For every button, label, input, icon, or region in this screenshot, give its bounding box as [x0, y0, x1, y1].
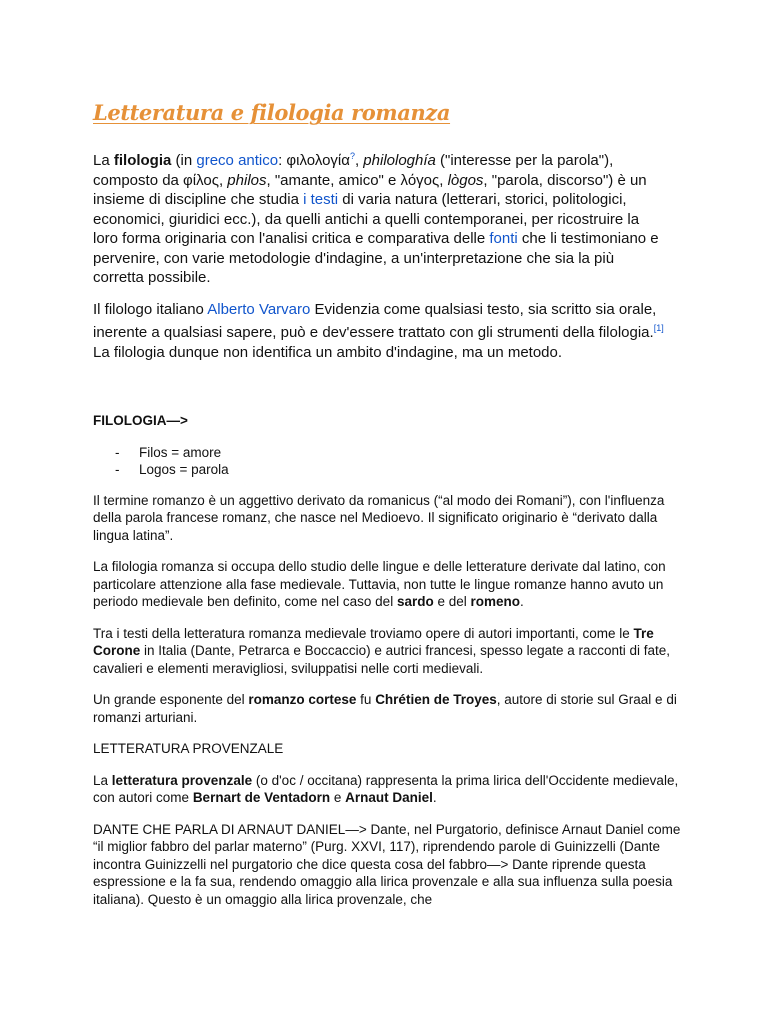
bold-term: sardo	[396, 594, 434, 609]
bold-term: filologia	[113, 152, 172, 169]
heading-filologia	[93, 412, 683, 430]
link-greco-antico[interactable]: greco antico	[196, 152, 279, 169]
paragraph-chretien	[93, 691, 683, 726]
text: , "parola, discorso") è un insieme di discipline che studia	[93, 171, 647, 208]
paragraph-filologia-definition	[93, 147, 668, 288]
bold-term: letteratura provenzale	[111, 772, 253, 788]
page-title: Letteratura e filologia romanza	[93, 100, 451, 125]
paragraph-tre-corone	[93, 625, 683, 678]
text: e del	[433, 594, 471, 609]
bold-term: Bernart de Ventadorn	[192, 790, 331, 805]
paragraph-filologia-romanza	[93, 558, 683, 611]
text: (in	[171, 152, 197, 169]
bold-term: Arnaut Daniel	[345, 790, 433, 805]
text: Evidenzia come qualsiasi testo, sia scritto sia orale, inerente a qualsiasi sapere, può e dev'essere trattato con gli strumenti della filologia.	[93, 300, 657, 341]
list-item	[93, 461, 688, 479]
bold-term: Tre Corone	[93, 625, 654, 658]
paragraph-provenzale	[93, 772, 683, 807]
text: Un grande esponente del	[93, 692, 249, 707]
link-testi[interactable]: i testi	[303, 191, 339, 208]
heading-text: FILOLOGIA—>	[93, 413, 188, 428]
text: La filologia romanza si occupa dello studio delle lingue e delle letterature derivate dal latino, con particolare attenzione alla fase medievale. Tuttavia, non tutte le lingue romanze hanno avuto un periodo medievale ben definito, come nel caso del	[93, 559, 666, 609]
text: La filologia dunque non identifica un ambito d'indagine, ma un metodo.	[93, 343, 563, 361]
text: La	[93, 772, 112, 788]
heading-letteratura-provenzale: LETTERATURA PROVENZALE	[93, 741, 284, 756]
text: .	[432, 790, 437, 805]
paragraph-varvaro	[93, 300, 668, 363]
text: fu	[356, 692, 376, 707]
italic-term: lògos	[447, 171, 484, 189]
text: e	[330, 790, 346, 805]
text: La	[93, 152, 114, 169]
list-item	[93, 444, 688, 462]
italic-term: philos	[227, 171, 267, 189]
text: in Italia (Dante, Petrarca e Boccaccio) e autrici francesi, spesso legate a racconti di fate, cavalieri e elementi meravigliosi, sviluppatisi nelle corti medievali.	[93, 643, 671, 676]
footnote-marker[interactable]: ?	[349, 151, 355, 161]
text: , "amante, amico" e λόγος,	[266, 171, 448, 189]
text: .	[520, 594, 524, 609]
text: Tra i testi della letteratura romanza medievale troviamo opere di autori importanti, come le	[93, 625, 634, 641]
text: , autore di storie sul Graal e di romanzi arturiani.	[93, 692, 677, 725]
footnote-link[interactable]: [1]	[653, 323, 664, 333]
spacer	[93, 374, 688, 412]
text: di varia natura (letterari, storici, politologici, economici, giuridici ecc.), da quelli antichi a quelli contemporanei, per ricostruire la loro forma originaria con l'analisi critica e comparativa delle	[93, 191, 640, 247]
dash-marker: -	[115, 444, 120, 460]
paragraph-dante-arnaut: DANTE CHE PARLA DI ARNAUT DANIEL—> Dante, nel Purgatorio, definisce Arnaut Daniel come “il miglior fabbro del parlar materno” (Purg. XXVI, 117), riprendendo parole di Guinizzelli (Dante incontra Guinizzelli nel purgatorio che dice questa cosa del fabbro—> Dante riprende questa espressione e la fa sua, rendendo omaggio alla lirica provenzale e alla sua influenza sulla poesia italiana). Questo è un omaggio alla lirica provenzale, che	[93, 821, 681, 907]
etymology-list	[93, 444, 688, 479]
link-fonti[interactable]: fonti	[489, 230, 518, 247]
list-item-text: Filos = amore	[139, 444, 222, 460]
bold-term: romanzo cortese	[248, 692, 357, 707]
text: (o d'oc / occitana) rappresenta la prima lirica dell'Occidente medievale, con autori come	[93, 772, 679, 805]
bold-term: Chrétien de Troyes	[375, 692, 497, 707]
text: ,	[354, 152, 364, 169]
bold-term: romeno	[470, 594, 521, 609]
link-alberto-varvaro[interactable]: Alberto Varvaro	[207, 300, 311, 318]
text: Il filologo italiano	[93, 300, 208, 318]
text: ("interesse per la parola"), composto da φίλος,	[93, 152, 614, 189]
text: che li testimoniano e pervenire, con varie metodologie d'indagine, a un'interpretazione che sia la più corretta possibile.	[93, 230, 659, 286]
text: : φιλολογία	[278, 152, 350, 169]
list-item-text: Logos = parola	[139, 462, 229, 477]
italic-term: philologhía	[363, 152, 436, 169]
dash-marker: -	[115, 462, 120, 477]
paragraph-romanzo: Il termine romanzo è un aggettivo derivato da romanicus (“al modo dei Romani”), con l'influenza della parola francese romanz, che nasce nel Medioevo. Il significato originario è “derivato dalla lingua latina”.	[93, 492, 665, 543]
